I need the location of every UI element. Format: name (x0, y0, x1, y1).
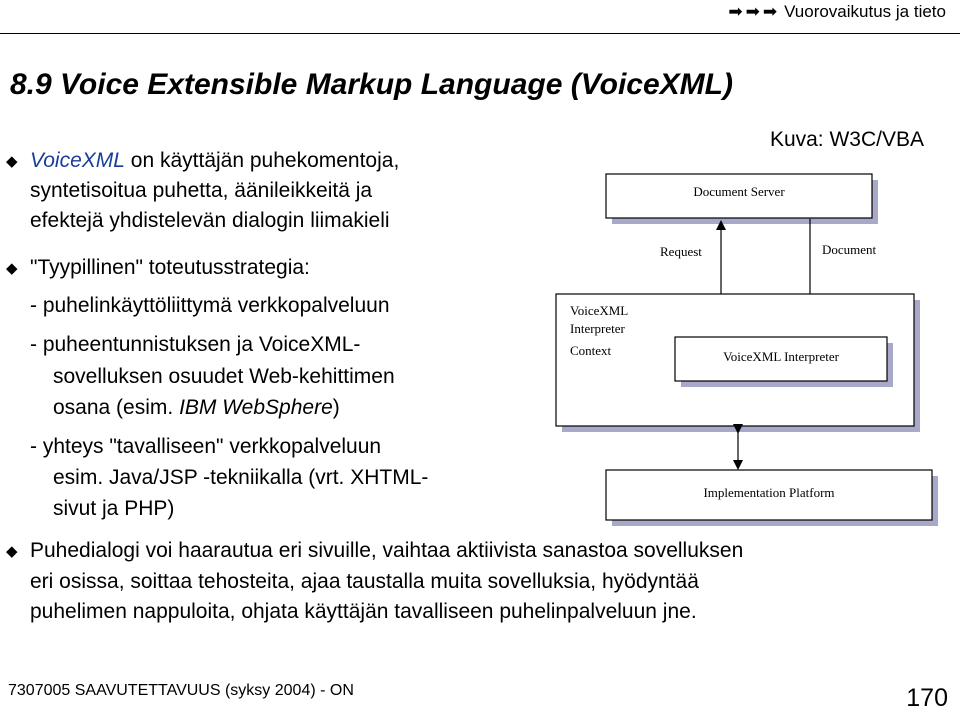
sub-item-3-line-1: - yhteys "tavalliseen" verkkopalveluun (30, 435, 382, 458)
header-divider (0, 33, 960, 34)
context-label-line-2: Interpreter (570, 321, 625, 336)
sub-item-2-line-3 (53, 393, 340, 423)
right-arrow-icon[interactable]: ➡ (762, 2, 778, 21)
sub-item-3-line-3: sivut ja PHP) (53, 497, 175, 520)
context-label-line-3: Context (570, 343, 612, 358)
sub-item-3-line-2: esim. Java/JSP -tekniikalla (vrt. XHTML- (53, 466, 429, 489)
right-arrow-icon[interactable]: ➡ (745, 2, 760, 21)
architecture-diagram (548, 166, 948, 540)
bullet-diamond-icon: ◆ (6, 153, 18, 170)
sub-item-1: - puhelinkäyttöliittymä verkkopalveluun (30, 294, 390, 317)
bullet-2-line-1: "Tyypillinen" toteutusstrategia: (30, 256, 310, 279)
slide-title: 8.9 Voice Extensible Markup Language (VoiceXML) (10, 68, 733, 101)
bullet-3-line-1: Puhedialogi voi haarautua eri sivuille, vaihtaa aktiivista sanastoa sovelluksen (30, 539, 744, 562)
bullet-1-line-3: efektejä yhdistelevän dialogin liimakieli (30, 209, 390, 232)
bullet-1-text: on käyttäjän puhekomentoja, (124, 149, 400, 172)
sub-item-2-line-2: sovelluksen osuudet Web-kehittimen (53, 365, 395, 388)
header-nav (728, 2, 946, 22)
document-label: Document (822, 242, 877, 257)
bullet-diamond-icon: ◆ (6, 543, 18, 560)
bullet-1-line-2: syntetisoitua puhetta, äänileikkeitä ja (30, 179, 373, 202)
course-footer: 7307005 SAAVUTETTAVUUS (syksy 2004) - ON (8, 682, 354, 699)
document-server-label: Document Server (693, 184, 785, 199)
sub-item-2-line-1: - puheentunnistuksen ja VoiceXML- (30, 333, 361, 356)
bullet-3-line-3: puhelimen nappuloita, ohjata käyttäjän tavalliseen puhelinpalveluun jne. (30, 600, 697, 623)
sub-item-2-close: ) (332, 396, 340, 419)
nav-label[interactable]: Vuorovaikutus ja tieto (784, 2, 946, 21)
bullet-1-line-1 (30, 146, 399, 176)
voicexml-term: VoiceXML (30, 149, 125, 172)
websphere-term: IBM WebSphere (179, 396, 333, 419)
bullet-3-line-2: eri osissa, soittaa tehosteita, ajaa taustalla muita sovelluksia, hyödyntää (30, 570, 699, 593)
page-number: 170 (906, 684, 948, 712)
right-arrow-icon[interactable]: ➡ (728, 2, 743, 21)
image-credit: Kuva: W3C/VBA (769, 128, 924, 151)
sub-item-2-text: osana (esim. (53, 396, 180, 419)
implementation-platform-label: Implementation Platform (703, 485, 835, 500)
context-label-line-1: VoiceXML (570, 303, 629, 318)
request-label: Request (660, 244, 702, 259)
bullet-diamond-icon: ◆ (6, 260, 18, 277)
voicexml-interpreter-label: VoiceXML Interpreter (723, 349, 839, 364)
